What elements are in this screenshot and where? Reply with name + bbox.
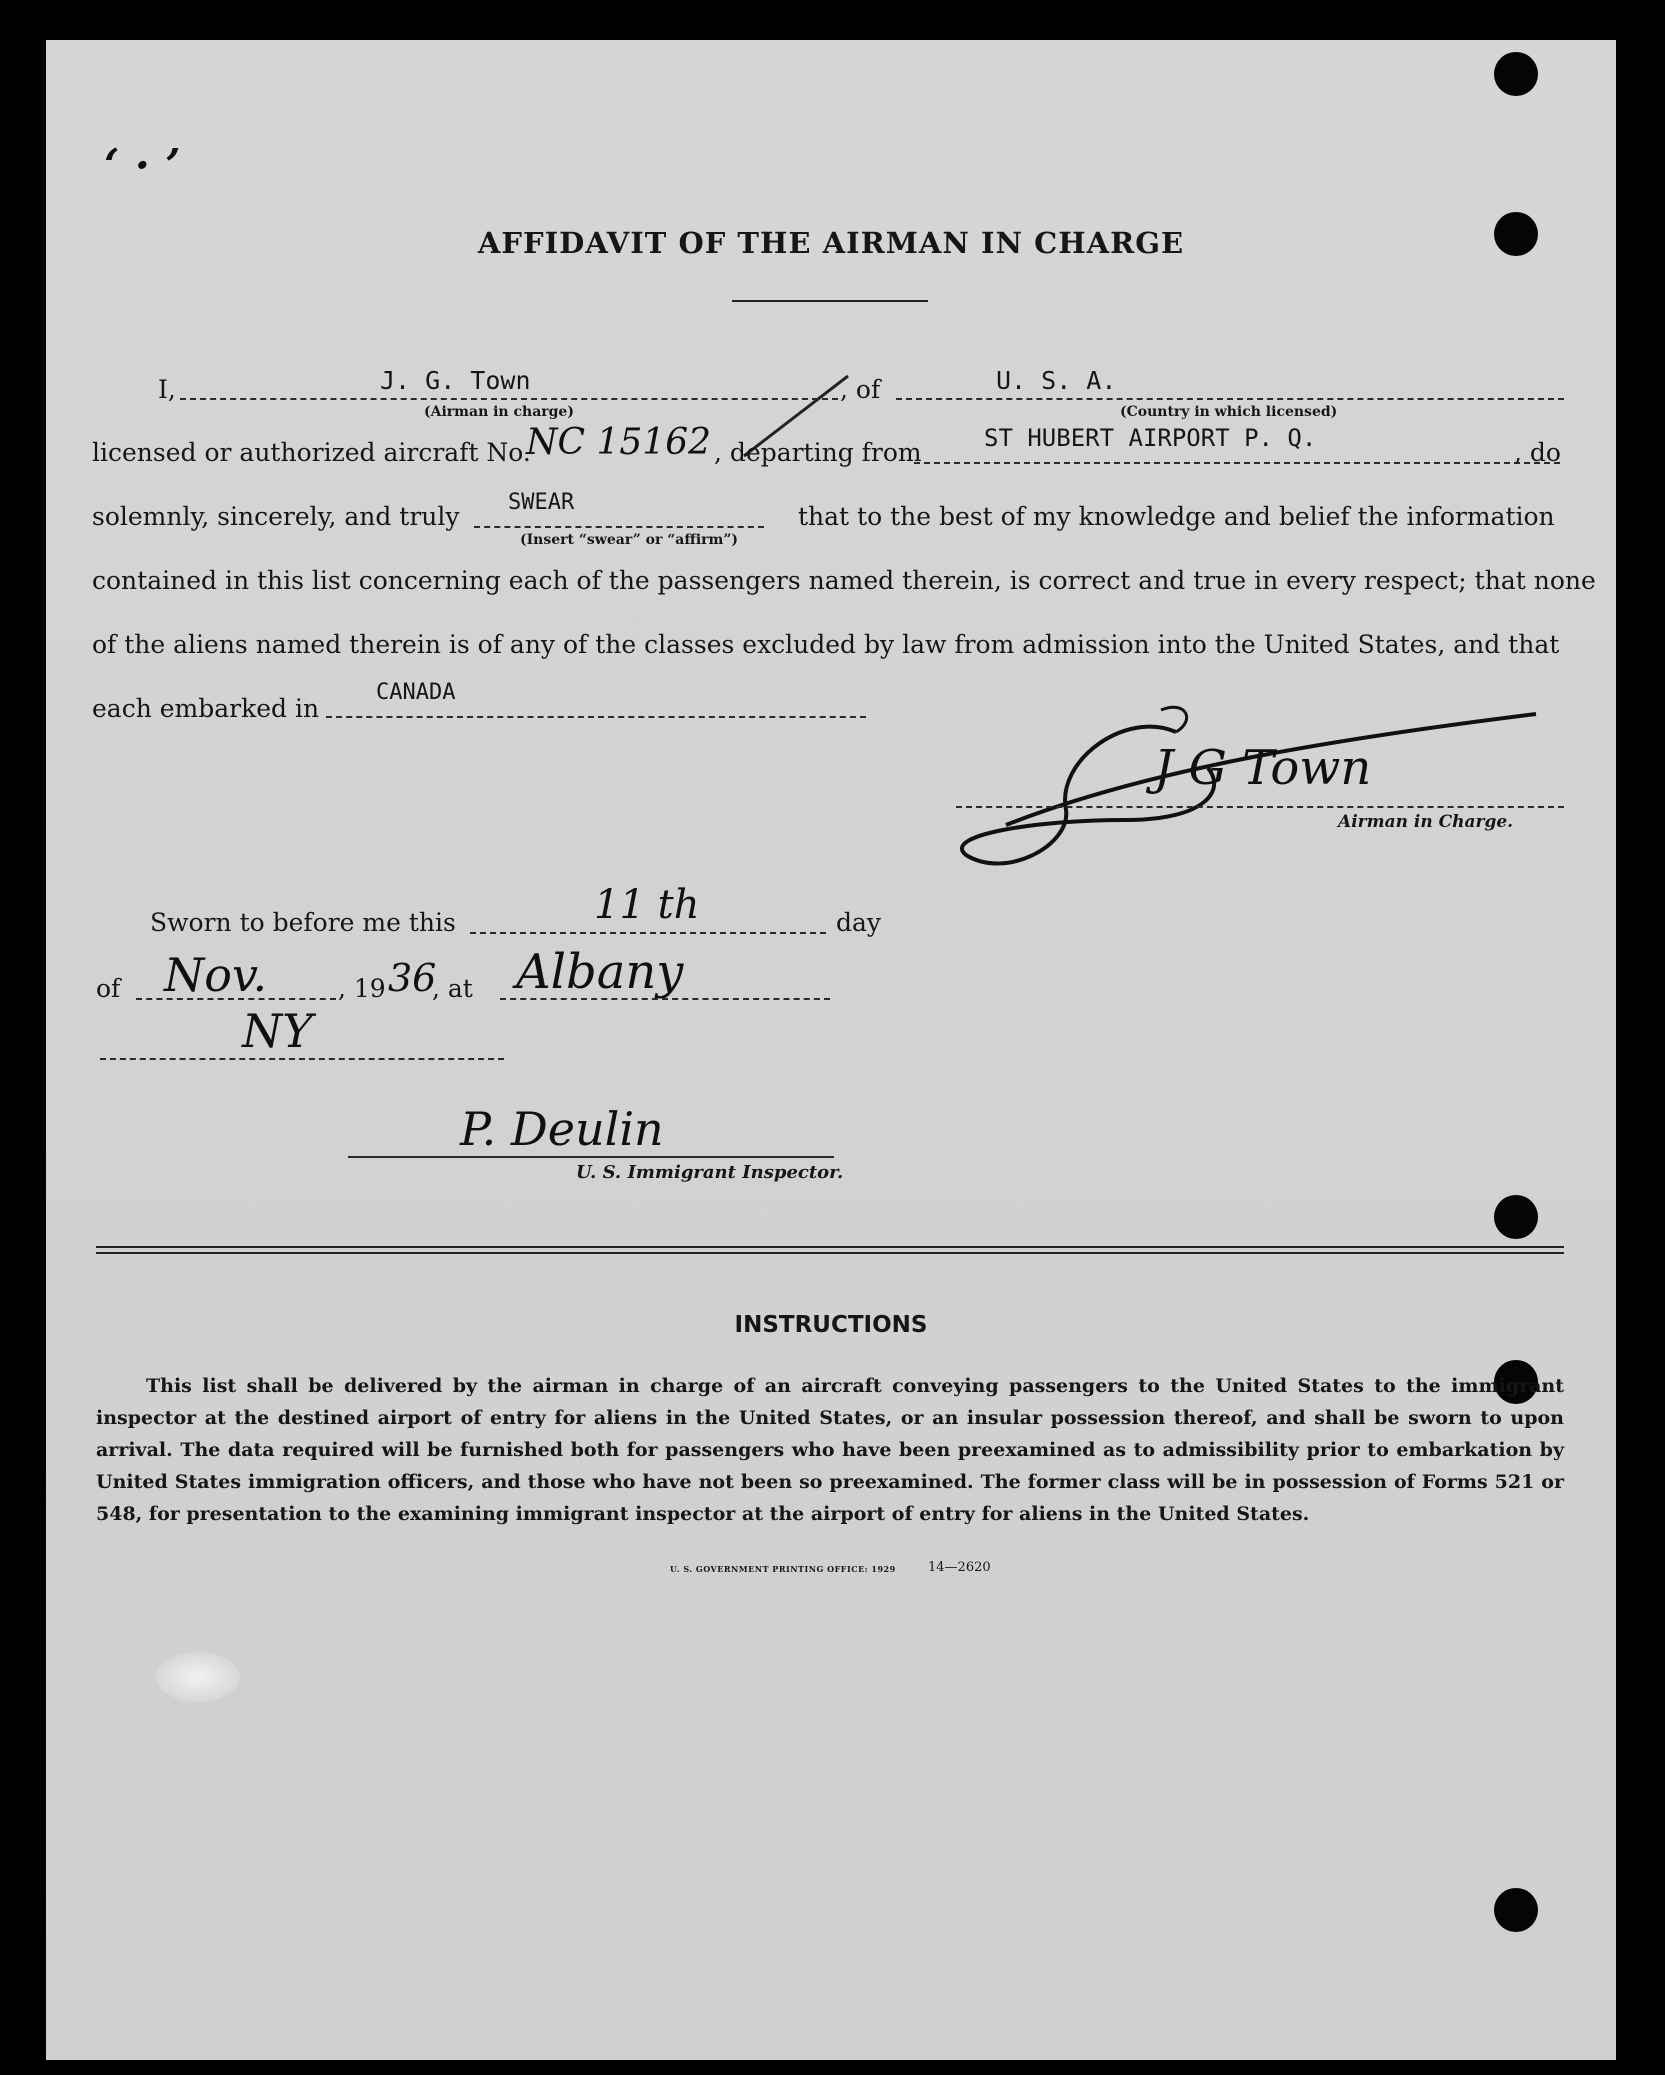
punch-hole (1494, 52, 1538, 96)
line2-suffix: , do (1514, 438, 1561, 467)
instructions-text: This list shall be delivered by the airman in charge of an aircraft conveying passengers to the United States to the immigrant inspector at the destined airport of entry for aliens in the United States, or an insular possession thereof, and shall be sworn to upon arrival. The data required will be furnished both for passengers who have been preexamined as to admissibility prior to embarkation by United States immigration officers, and those who have not been so preexamined. The former class will be in possession of Forms 521 or 548, for presentation to the examining immigrant inspector at the airport of entry for aliens in the United States. (96, 1375, 1564, 1525)
line1-prefix: I, (158, 375, 176, 404)
inspector-caption: U. S. Immigrant Inspector. (576, 1162, 844, 1183)
document-page (46, 40, 1616, 2060)
country-caption: (Country in which licensed) (1120, 404, 1338, 420)
punch-hole (1494, 1888, 1538, 1932)
corner-marks: ‘ · ’ (104, 140, 181, 191)
airman-caption: (Airman in charge) (424, 404, 574, 420)
paper-blemish (156, 1652, 240, 1702)
oath-word: SWEAR (508, 490, 575, 515)
punch-hole (1494, 1195, 1538, 1239)
printer-imprint: U. S. GOVERNMENT PRINTING OFFICE: 1929 (670, 1564, 896, 1574)
day-field (470, 932, 826, 934)
embark-field (326, 716, 866, 718)
title-rule (732, 300, 928, 302)
section-divider (96, 1252, 1564, 1254)
line1-of: , of (840, 375, 881, 404)
departure-place: ST HUBERT AIRPORT P. Q. (984, 424, 1317, 452)
airman-name: J. G. Town (380, 366, 531, 395)
aircraft-number: NC 15162 (526, 422, 712, 463)
inspector-signature-line (348, 1156, 834, 1158)
line2-prefix: licensed or authorized aircraft No. (92, 438, 531, 467)
sworn-place-2: NY (242, 1004, 313, 1058)
line2-departing: , departing from (714, 438, 922, 467)
oath-field (474, 526, 764, 528)
departure-field (914, 462, 1560, 464)
country-field (896, 398, 1564, 400)
sworn-year: 36 (388, 956, 437, 1000)
line5-text: of the aliens named therein is of any of the classes excluded by law from admission into the United States, and that (92, 630, 1560, 659)
form-title: AFFIDAVIT OF THE AIRMAN IN CHARGE (477, 226, 1185, 260)
sworn-prefix: Sworn to before me this (150, 908, 456, 937)
section-divider (96, 1246, 1564, 1248)
airman-signature-line (956, 806, 1564, 808)
sworn-day-suffix: day (836, 908, 882, 937)
inspector-signature: P. Deulin (460, 1102, 664, 1156)
line3-suffix: that to the best of my knowledge and belief the information (798, 502, 1555, 531)
line4-text: contained in this list concerning each of the passengers named therein, is correct and true in every respect; that none (92, 566, 1596, 595)
airman-signature: J G Town (1154, 740, 1372, 796)
line3-prefix: solemnly, sincerely, and truly (92, 502, 460, 531)
sworn-of: of (96, 974, 121, 1003)
instructions-heading: INSTRUCTIONS (734, 1312, 928, 1338)
country: U. S. A. (996, 366, 1117, 395)
sworn-month: Nov. (164, 948, 268, 1002)
oath-caption: (Insert “swear” or “affirm”) (520, 532, 739, 548)
form-number: 14—2620 (928, 1560, 991, 1575)
line6-prefix: each embarked in (92, 694, 320, 723)
sworn-day: 11 th (594, 882, 700, 928)
place2-field (100, 1058, 504, 1060)
airman-signature-caption: Airman in Charge. (1338, 812, 1514, 832)
embark-place: CANADA (376, 680, 456, 705)
sworn-year-prefix: , 19 (338, 974, 386, 1003)
sworn-at: , at (432, 974, 473, 1003)
sworn-place: Albany (516, 944, 684, 1000)
